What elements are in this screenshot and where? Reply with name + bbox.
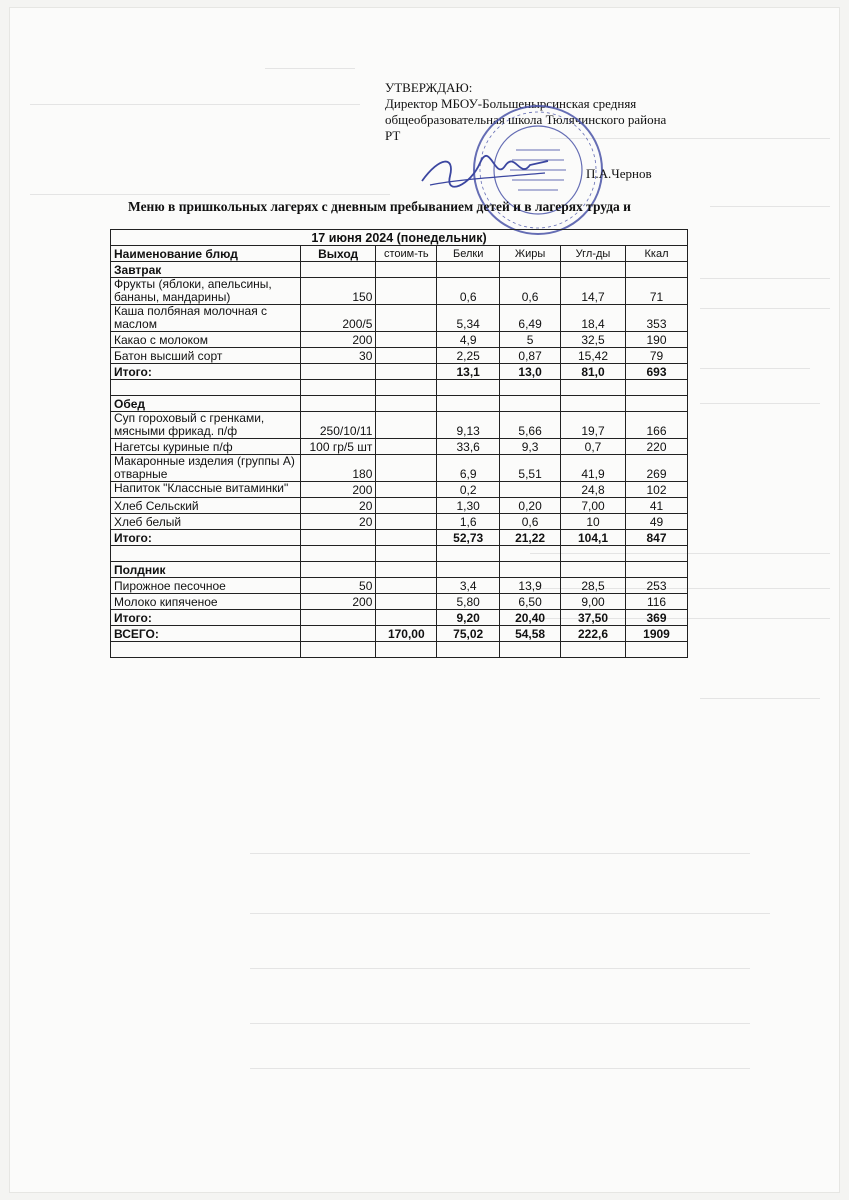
dish-protein: 1,6 (437, 514, 500, 530)
dish-name: Батон высший сорт (111, 348, 301, 364)
dish-carbs: 24,8 (561, 482, 626, 498)
section-row-lunch (111, 396, 688, 412)
grand-total-protein: 75,02 (437, 626, 500, 642)
spacer-row (111, 380, 688, 396)
dish-protein: 9,13 (437, 412, 500, 439)
dish-carbs: 10 (561, 514, 626, 530)
dish-name: Какао с молоком (111, 332, 301, 348)
dish-protein: 0,2 (437, 482, 500, 498)
total-kcal: 369 (626, 610, 688, 626)
dish-output: 200 (300, 594, 376, 610)
table-row (111, 305, 688, 332)
col-header-fat: Жиры (500, 246, 561, 262)
dish-kcal: 79 (626, 348, 688, 364)
total-fat: 13,0 (500, 364, 561, 380)
dish-kcal: 49 (626, 514, 688, 530)
grand-total-fat: 54,58 (500, 626, 561, 642)
dish-protein: 5,34 (437, 305, 500, 332)
dish-name: Каша полбяная молочная с маслом (111, 305, 301, 332)
total-row-snack (111, 610, 688, 626)
dish-name: Нагетсы куриные п/ф (111, 439, 301, 455)
table-row (111, 412, 688, 439)
dish-fat: 5 (500, 332, 561, 348)
dish-kcal: 116 (626, 594, 688, 610)
grand-total-kcal: 1909 (626, 626, 688, 642)
dish-kcal: 353 (626, 305, 688, 332)
document-title: Меню в пришкольных лагерях с дневным пребыванием детей и в лагерях труда и (128, 199, 631, 214)
dish-fat: 0,6 (500, 514, 561, 530)
dish-cost (376, 439, 437, 455)
table-row (111, 498, 688, 514)
dish-cost (376, 455, 437, 482)
menu-table (110, 229, 688, 658)
col-header-protein: Белки (437, 246, 500, 262)
dish-output: 30 (300, 348, 376, 364)
dish-name: Макаронные изделия (группы А) отварные (111, 455, 301, 482)
dish-name: Хлеб белый (111, 514, 301, 530)
total-carbs: 37,50 (561, 610, 626, 626)
col-header-cost: стоим-ть (376, 246, 437, 262)
dish-output: 200/5 (300, 305, 376, 332)
col-header-output: Выход (300, 246, 376, 262)
dish-output: 180 (300, 455, 376, 482)
dish-protein: 4,9 (437, 332, 500, 348)
total-carbs: 81,0 (561, 364, 626, 380)
dish-carbs: 32,5 (561, 332, 626, 348)
dish-cost (376, 332, 437, 348)
section-label: Полдник (111, 562, 301, 578)
document-page (10, 8, 839, 1192)
dish-output: 150 (300, 278, 376, 305)
grand-total-label: ВСЕГО: (111, 626, 301, 642)
dish-cost (376, 578, 437, 594)
total-row-lunch (111, 530, 688, 546)
table-date-row (111, 230, 688, 246)
dish-cost (376, 498, 437, 514)
dish-name: Пирожное песочное (111, 578, 301, 594)
dish-cost (376, 278, 437, 305)
dish-carbs: 18,4 (561, 305, 626, 332)
dish-kcal: 41 (626, 498, 688, 514)
dish-cost (376, 482, 437, 498)
total-kcal: 847 (626, 530, 688, 546)
total-protein: 52,73 (437, 530, 500, 546)
dish-kcal: 71 (626, 278, 688, 305)
dish-fat: 6,50 (500, 594, 561, 610)
dish-output: 20 (300, 514, 376, 530)
table-row (111, 594, 688, 610)
grand-total-carbs: 222,6 (561, 626, 626, 642)
dish-name: Молоко кипяченое (111, 594, 301, 610)
dish-protein: 6,9 (437, 455, 500, 482)
table-header-row (111, 246, 688, 262)
total-kcal: 693 (626, 364, 688, 380)
handwritten-signature-icon (420, 151, 550, 191)
approval-line-3: РТ (385, 128, 401, 143)
dish-output: 100 гр/5 шт (300, 439, 376, 455)
dish-cost (376, 348, 437, 364)
dish-carbs: 7,00 (561, 498, 626, 514)
col-header-carbs: Угл-ды (561, 246, 626, 262)
total-label: Итого: (111, 530, 301, 546)
dish-protein: 0,6 (437, 278, 500, 305)
dish-fat: 5,66 (500, 412, 561, 439)
table-row (111, 578, 688, 594)
dish-output: 50 (300, 578, 376, 594)
dish-kcal: 269 (626, 455, 688, 482)
dish-kcal: 166 (626, 412, 688, 439)
table-row (111, 514, 688, 530)
dish-fat: 5,51 (500, 455, 561, 482)
section-row-breakfast (111, 262, 688, 278)
dish-output: 200 (300, 332, 376, 348)
date-header: 17 июня 2024 (понедельник) (111, 230, 688, 246)
dish-protein: 3,4 (437, 578, 500, 594)
dish-protein: 33,6 (437, 439, 500, 455)
dish-cost (376, 594, 437, 610)
dish-fat (500, 482, 561, 498)
dish-fat: 0,20 (500, 498, 561, 514)
approval-line-2: общеобразовательная школа Тюлячинского района (385, 112, 667, 127)
dish-protein: 1,30 (437, 498, 500, 514)
total-label: Итого: (111, 364, 301, 380)
total-carbs: 104,1 (561, 530, 626, 546)
dish-name: Фрукты (яблоки, апельсины, бананы, мандарины) (111, 278, 301, 305)
dish-carbs: 15,42 (561, 348, 626, 364)
col-header-name: Наименование блюд (111, 246, 301, 262)
dish-output: 250/10/11 (300, 412, 376, 439)
total-protein: 13,1 (437, 364, 500, 380)
section-label: Обед (111, 396, 301, 412)
table-row (111, 348, 688, 364)
dish-fat: 9,3 (500, 439, 561, 455)
approval-line-1: Директор МБОУ-Большенырсинская средняя (385, 96, 637, 111)
dish-fat: 6,49 (500, 305, 561, 332)
table-row (111, 455, 688, 482)
dish-fat: 13,9 (500, 578, 561, 594)
spacer-row (111, 546, 688, 562)
section-row-snack (111, 562, 688, 578)
dish-carbs: 14,7 (561, 278, 626, 305)
approval-heading: УТВЕРЖДАЮ: (385, 80, 473, 95)
dish-carbs: 28,5 (561, 578, 626, 594)
total-fat: 21,22 (500, 530, 561, 546)
spacer-row (111, 642, 688, 658)
section-label: Завтрак (111, 262, 301, 278)
dish-kcal: 102 (626, 482, 688, 498)
total-row-breakfast (111, 364, 688, 380)
dish-protein: 5,80 (437, 594, 500, 610)
table-row (111, 439, 688, 455)
total-protein: 9,20 (437, 610, 500, 626)
grand-total-cost: 170,00 (376, 626, 437, 642)
dish-kcal: 253 (626, 578, 688, 594)
dish-cost (376, 305, 437, 332)
dish-output: 20 (300, 498, 376, 514)
dish-carbs: 0,7 (561, 439, 626, 455)
dish-fat: 0,87 (500, 348, 561, 364)
dish-kcal: 190 (626, 332, 688, 348)
dish-cost (376, 412, 437, 439)
table-row (111, 278, 688, 305)
dish-carbs: 19,7 (561, 412, 626, 439)
dish-name: Суп гороховый с гренками, мясными фрикад. п/ф (111, 412, 301, 439)
dish-carbs: 41,9 (561, 455, 626, 482)
dish-name: Хлеб Сельский (111, 498, 301, 514)
dish-fat: 0,6 (500, 278, 561, 305)
col-header-kcal: Ккал (626, 246, 688, 262)
signer-name: П.А.Чернов (586, 166, 652, 181)
dish-cost (376, 514, 437, 530)
grand-total-row (111, 626, 688, 642)
table-row (111, 332, 688, 348)
table-row (111, 482, 688, 498)
dish-name: Напиток "Классные витаминки" (111, 482, 301, 498)
total-fat: 20,40 (500, 610, 561, 626)
dish-kcal: 220 (626, 439, 688, 455)
dish-output: 200 (300, 482, 376, 498)
dish-protein: 2,25 (437, 348, 500, 364)
dish-carbs: 9,00 (561, 594, 626, 610)
total-label: Итого: (111, 610, 301, 626)
